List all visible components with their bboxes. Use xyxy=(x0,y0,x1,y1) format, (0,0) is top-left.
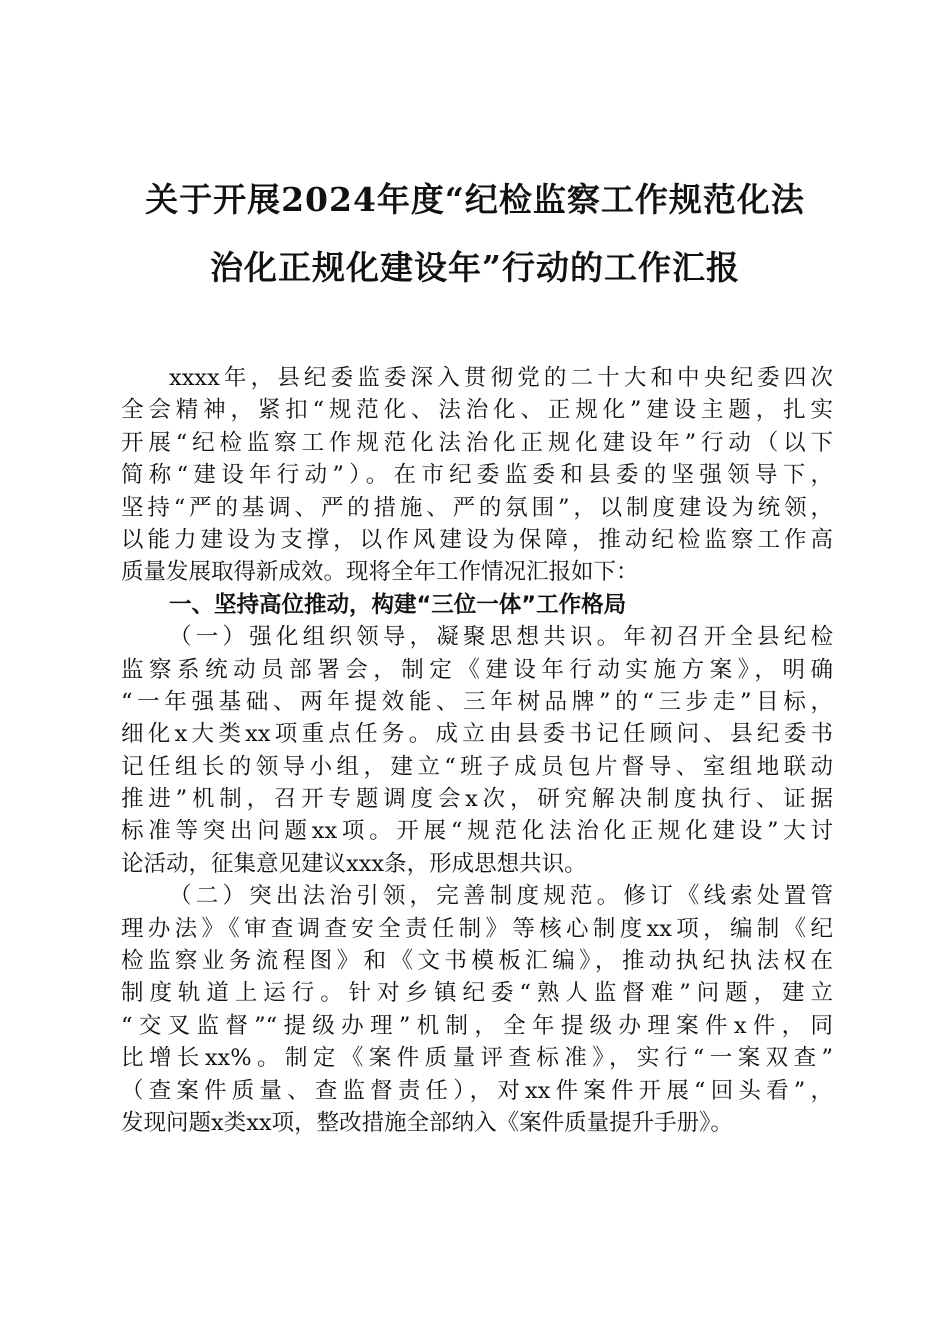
text-line: 记任组长的领导小组，建立“班子成员包片督导、室组地联动 xyxy=(121,753,833,780)
text-line: 制度轨道上运行。针对乡镇纪委“熟人监督难”问题，建立 xyxy=(121,980,833,1007)
text-line: 坚持“严的基调、严的措施、严的氛围”，以制度建设为统领， xyxy=(121,494,833,521)
text-line: （查案件质量、查监督责任），对xx件案件开展“回头看”， xyxy=(121,1077,833,1104)
intro-paragraph xyxy=(121,362,833,589)
text-line: 监察系统动员部署会，制定《建设年行动实施方案》，明确 xyxy=(121,656,833,683)
text-line: 以能力建设为支撑，以作风建设为保障，推动纪检监察工作高 xyxy=(121,526,833,553)
text-line: 标准等突出问题xx项。开展“规范化法治化正规化建设”大讨 xyxy=(121,818,833,845)
text-line: 发现问题x类xx项，整改措施全部纳入《案件质量提升手册》。 xyxy=(121,1109,733,1136)
text-line: （二）突出法治引领，完善制度规范。修订《线索处置管 xyxy=(169,883,833,910)
section-heading-1: 一、坚持高位推动，构建“三位一体”工作格局 xyxy=(169,591,627,618)
text-line: 开展“纪检监察工作规范化法治化正规化建设年”行动（以下 xyxy=(121,429,833,456)
text-line: 检监察业务流程图》和《文书模板汇编》，推动执纪执法权在 xyxy=(121,948,833,975)
text-line: 细化x大类xx项重点任务。成立由县委书记任顾问、县纪委书 xyxy=(121,721,833,748)
document-body xyxy=(121,362,833,1139)
text-line: “交叉监督”“提级办理”机制，全年提级办理案件x件，同 xyxy=(121,1012,833,1039)
paragraph-2 xyxy=(121,880,833,1139)
document-title-line-1: 关于开展2024年度“纪检监察工作规范化法 xyxy=(145,180,805,219)
text-line: （一）强化组织领导，凝聚思想共识。年初召开全县纪检 xyxy=(169,624,833,651)
text-line: 质量发展取得新成效。现将全年工作情况汇报如下： xyxy=(121,559,639,586)
text-line: 全会精神，紧扣“规范化、法治化、正规化”建设主题，扎实 xyxy=(121,397,833,424)
text-line: 推进”机制，召开专题调度会x次，研究解决制度执行、证据 xyxy=(121,786,833,813)
text-line: xxxx年，县纪委监委深入贯彻党的二十大和中央纪委四次 xyxy=(169,365,833,391)
text-line: 简称“建设年行动”）。在市纪委监委和县委的坚强领导下， xyxy=(121,462,833,489)
paragraph-1 xyxy=(121,621,833,880)
document-title-line-2: 治化正规化建设年”行动的工作汇报 xyxy=(210,248,740,287)
text-line: 理办法》《审查调查安全责任制》等核心制度xx项，编制《纪 xyxy=(121,915,833,942)
text-line: 论活动，征集意见建议xxx条，形成思想共识。 xyxy=(121,850,587,877)
text-line: 比增长xx%。制定《案件质量评查标准》，实行“一案双查” xyxy=(121,1045,833,1072)
text-line: “一年强基础、两年提效能、三年树品牌”的“三步走”目标， xyxy=(121,688,833,715)
